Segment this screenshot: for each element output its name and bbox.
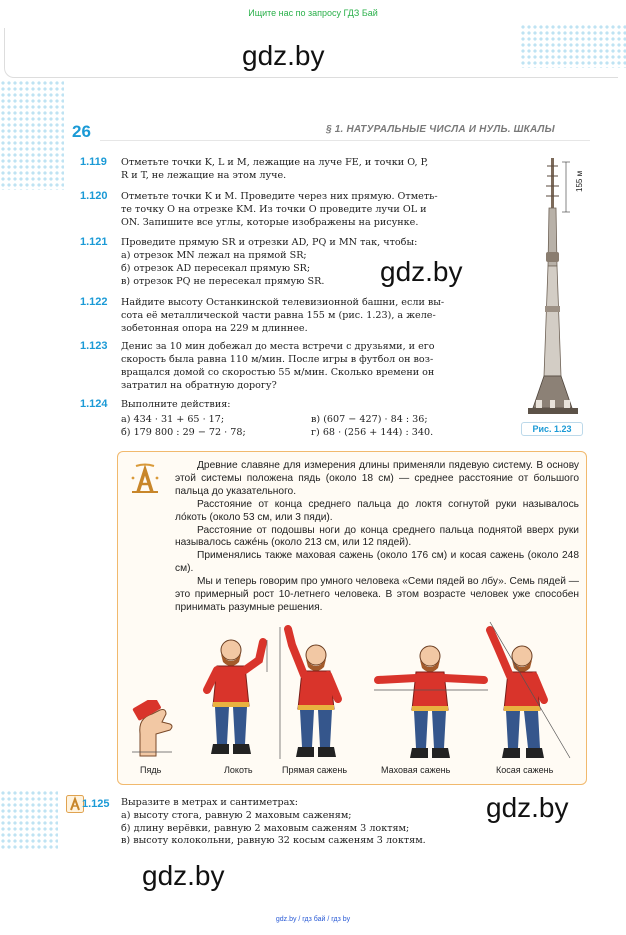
task-line: R и T, не лежащие на этом луче. bbox=[121, 170, 287, 181]
section-title: § 1. НАТУРАЛЬНЫЕ ЧИСЛА И НУЛЬ. ШКАЛЫ bbox=[326, 124, 555, 135]
task-1-121 bbox=[80, 236, 510, 288]
task-number: 1.123 bbox=[80, 340, 108, 352]
task-line: в) высоту колокольни, равную 32 косым саженям 3 локтям. bbox=[121, 835, 426, 847]
man-oblique-fathom-illustration bbox=[486, 618, 576, 764]
decor-dots-bottom-left bbox=[0, 790, 58, 850]
expression: б) 179 800 : 29 − 72 · 78; bbox=[121, 427, 246, 438]
caption-oblique-fathom: Косая сажень bbox=[496, 765, 554, 775]
ostankino-tower-illustration bbox=[520, 156, 586, 420]
task-1-124 bbox=[80, 398, 510, 439]
task-line: а) отрезок MN лежал на прямой SR; bbox=[121, 250, 307, 261]
task-line: Проведите прямую SR и отрезки AD, PQ и MN так, чтобы: bbox=[121, 237, 418, 248]
decor-dots-top-left bbox=[0, 80, 64, 190]
caption-straight-fathom: Прямая сажень bbox=[282, 765, 348, 775]
history-paragraph: Расстояние от подошвы ноги до конца среднего пальца поднятой вверх руки называлось саже́нь (около 213 см, или 12 пядей). bbox=[175, 524, 579, 549]
task-line: скорость была равна 110 м/мин. После игры в футбол он воз- bbox=[121, 354, 434, 365]
man-elbow-illustration bbox=[197, 632, 275, 762]
task-number: 1.119 bbox=[80, 156, 107, 168]
task-1-125 bbox=[66, 797, 506, 848]
history-paragraph: Древние славяне для измерения длины применяли пядевую систему. В основу этой системы положена пядь (около 18 см) — среднее расстояние от большого пальца до указательного. bbox=[175, 460, 579, 497]
task-number: 1.120 bbox=[80, 190, 108, 202]
caption-arm-fathom: Маховая сажень bbox=[381, 765, 451, 775]
task-line: Отметьте точки K, L и M, лежащие на луче FE, и точки O, P, bbox=[121, 157, 429, 168]
hand-span-illustration bbox=[126, 700, 186, 760]
task-number: 1.121 bbox=[80, 236, 108, 248]
watermark-top: gdz.by bbox=[242, 40, 325, 71]
task-line: Выразите в метрах и сантиметрах: bbox=[121, 797, 299, 808]
task-1-119 bbox=[80, 156, 510, 182]
watermark-middle: gdz.by bbox=[380, 256, 463, 287]
task-line: а) высоту стога, равную 2 маховым саженям; bbox=[121, 809, 352, 821]
task-line: Выполните действия: bbox=[121, 399, 231, 410]
caption-elbow: Локоть bbox=[224, 765, 253, 775]
task-line: затратил на обратную дорогу? bbox=[121, 380, 277, 391]
task-line: сота её металлической части равна 155 м (рис. 1.23), а желе- bbox=[121, 310, 436, 321]
tower-measure: 155 м bbox=[575, 170, 584, 192]
task-1-122 bbox=[80, 296, 510, 335]
history-paragraph: Применялись также маховая сажень (около 176 см) и косая сажень (около 248 см). bbox=[175, 550, 579, 575]
task-line: Отметьте точки K и M. Проведите через них прямую. Отметь- bbox=[121, 191, 438, 202]
expression: г) 68 · (256 + 144) : 340. bbox=[311, 427, 434, 438]
expression: а) 434 · 31 + 65 · 17; bbox=[121, 414, 225, 425]
task-1-123 bbox=[80, 340, 510, 392]
watermark-bottom: gdz.by bbox=[142, 860, 225, 891]
expression: в) (607 − 427) · 84 : 36; bbox=[311, 414, 428, 425]
watermark-right: gdz.by bbox=[486, 792, 569, 823]
task-line: те точку O на отрезке KM. Из точки O проведите лучи OL и bbox=[121, 204, 427, 215]
task-line: зобетонная опора на 229 м длиннее. bbox=[121, 323, 308, 334]
task-number: 1.122 bbox=[80, 296, 108, 308]
task-line: б) отрезок AD пересекал прямую SR; bbox=[121, 263, 311, 274]
history-paragraph: Расстояние от конца среднего пальца до локтя согнутой руки называлось ло́коть (около 53 см, или 3 пяди). bbox=[175, 498, 579, 523]
task-line: ON. Запишите все углы, которые изображены на рисунке. bbox=[121, 217, 419, 228]
task-line: б) длину верёвки, равную 2 маховым саженям 3 локтям; bbox=[121, 822, 410, 834]
history-text bbox=[175, 460, 579, 615]
man-straight-fathom-illustration bbox=[276, 625, 360, 763]
task-line: Денис за 10 мин добежал до места встречи с друзьями, и его bbox=[121, 341, 435, 352]
top-note: Ищите нас по запросу ГДЗ Бай bbox=[248, 8, 378, 18]
task-1-120 bbox=[80, 190, 510, 229]
page-number: 26 bbox=[72, 122, 91, 141]
task-line: в) отрезок PQ не пересекал прямую SR. bbox=[121, 276, 325, 287]
task-line: Найдите высоту Останкинской телевизионной башни, если вы- bbox=[121, 297, 445, 308]
man-arm-span-illustration bbox=[372, 640, 490, 764]
header-divider bbox=[100, 140, 590, 141]
footer-links[interactable]: gdz.by / гдз бай / гдз by bbox=[275, 916, 351, 923]
caption-span: Пядь bbox=[140, 765, 162, 775]
historical-note-icon bbox=[128, 462, 162, 496]
history-paragraph: Мы и теперь говорим про умного человека «Семи пядей во лбу». Семь пядей — это примерный рост 10-летнего человека. В этом возрасте человек уже способен принимать разумные решения. bbox=[175, 576, 579, 613]
task-number: 1.125 bbox=[82, 798, 110, 810]
task-line: вращался домой со скоростью 55 м/мин. Сколько времени он bbox=[121, 367, 435, 378]
task-number: 1.124 bbox=[80, 398, 108, 410]
figure-label: Рис. 1.23 bbox=[521, 422, 583, 436]
